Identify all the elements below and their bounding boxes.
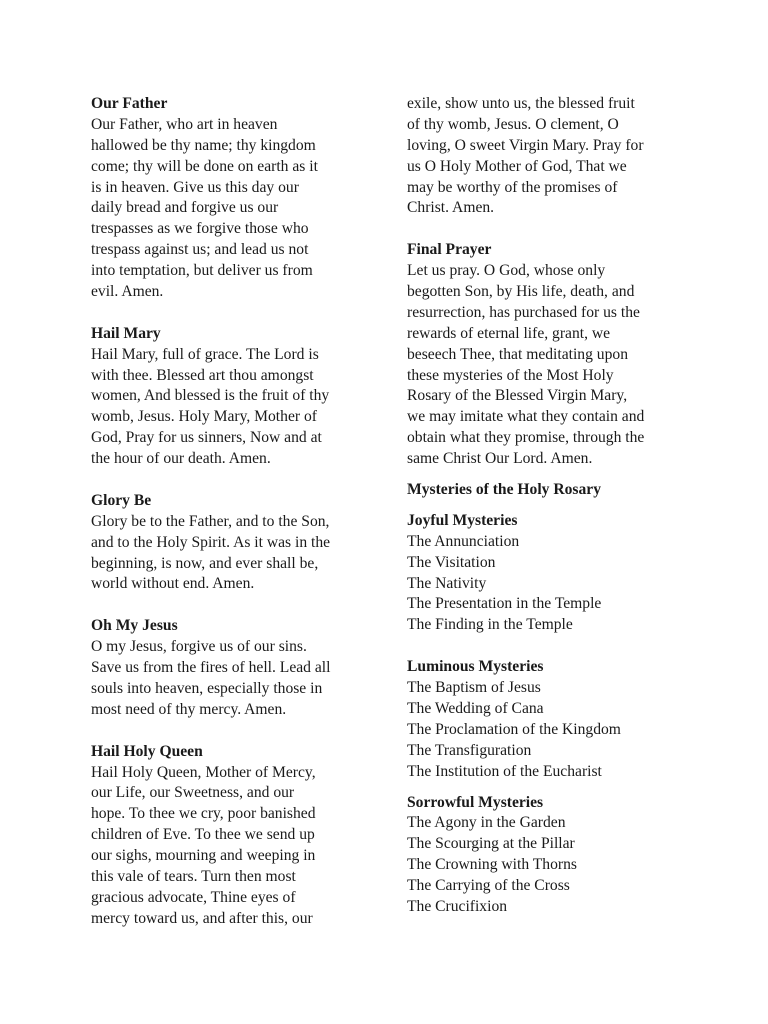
prayer-line: the hour of our death. Amen. bbox=[91, 450, 271, 468]
prayer-line: with thee. Blessed art thou amongst bbox=[91, 366, 314, 384]
prayer-line: most need of thy mercy. Amen. bbox=[91, 700, 287, 718]
mystery-item: The Crowning with Thorns bbox=[407, 856, 577, 874]
prayer-title: Hail Mary bbox=[91, 324, 161, 342]
spacer bbox=[407, 636, 697, 657]
prayer-line: God, Pray for us sinners, Now and at bbox=[91, 429, 322, 447]
prayer-line: of thy womb, Jesus. O clement, O bbox=[407, 115, 619, 133]
prayer-line: Save us from the fires of hell. Lead all bbox=[91, 659, 331, 677]
prayer-title: Our Father bbox=[91, 95, 168, 112]
mystery-item: The Finding in the Temple bbox=[407, 616, 573, 634]
prayer-line: gracious advocate, Thine eyes of bbox=[91, 888, 296, 906]
prayer-line: souls into heaven, especially those in bbox=[91, 679, 323, 697]
prayer-line: O my Jesus, forgive us of our sins. bbox=[91, 638, 307, 656]
prayer-line: our sighs, mourning and weeping in bbox=[91, 847, 316, 865]
spacer bbox=[91, 721, 381, 742]
prayer-line: us O Holy Mother of God, That we bbox=[407, 157, 627, 175]
mystery-item: The Annunciation bbox=[407, 532, 520, 550]
mystery-item: The Baptism of Jesus bbox=[407, 679, 541, 697]
prayer-hail-holy-queen-continued bbox=[407, 94, 697, 219]
prayer-line: we may imitate what they contain and bbox=[407, 408, 645, 426]
prayer-line: may be worthy of the promises of bbox=[407, 178, 618, 196]
mystery-item: The Nativity bbox=[407, 574, 487, 592]
prayer-line: mercy toward us, and after this, our bbox=[91, 909, 313, 927]
mystery-item: The Scourging at the Pillar bbox=[407, 835, 575, 853]
prayer-line: beginning, is now, and ever shall be, bbox=[91, 554, 319, 572]
mysteries-title: Luminous Mysteries bbox=[407, 658, 544, 676]
prayer-line: world without end. Amen. bbox=[91, 575, 255, 593]
mystery-item: The Institution of the Eucharist bbox=[407, 762, 602, 780]
spacer bbox=[91, 303, 381, 324]
mystery-item: The Presentation in the Temple bbox=[407, 595, 602, 613]
mystery-item: The Agony in the Garden bbox=[407, 814, 566, 832]
prayer-hail-holy-queen bbox=[91, 742, 381, 930]
prayer-line: Hail Holy Queen, Mother of Mercy, bbox=[91, 763, 316, 781]
mystery-item: The Visitation bbox=[407, 553, 496, 571]
prayer-line: resurrection, has purchased for us the bbox=[407, 303, 640, 321]
prayer-line: begotten Son, by His life, death, and bbox=[407, 283, 635, 301]
right-column bbox=[407, 94, 697, 918]
mysteries-sorrowful bbox=[407, 793, 697, 918]
prayer-oh-my-jesus bbox=[91, 616, 381, 720]
spacer bbox=[407, 783, 697, 793]
prayer-line: same Christ Our Lord. Amen. bbox=[407, 450, 593, 468]
prayer-line: hallowed be thy name; thy kingdom bbox=[91, 136, 316, 154]
prayer-line: into temptation, but deliver us from bbox=[91, 262, 313, 280]
prayer-line: beseech Thee, that meditating upon bbox=[407, 345, 628, 363]
mystery-item: The Transfiguration bbox=[407, 741, 532, 759]
mysteries-joyful bbox=[407, 511, 697, 636]
prayer-line: Rosary of the Blessed Virgin Mary, bbox=[407, 387, 628, 405]
mysteries-title: Joyful Mysteries bbox=[407, 511, 518, 529]
mysteries-title: Sorrowful Mysteries bbox=[407, 793, 544, 811]
prayer-line: trespass against us; and lead us not bbox=[91, 241, 309, 259]
prayer-title: Final Prayer bbox=[407, 241, 492, 259]
prayer-title: Hail Holy Queen bbox=[91, 742, 203, 760]
mystery-item: The Crucifixion bbox=[407, 897, 508, 915]
prayer-title: Glory Be bbox=[91, 491, 152, 509]
prayer-line: trespasses as we forgive those who bbox=[91, 220, 309, 238]
prayer-line: Hail Mary, full of grace. The Lord is bbox=[91, 345, 319, 363]
prayer-line: exile, show unto us, the blessed fruit bbox=[407, 95, 635, 112]
mystery-item: The Carrying of the Cross bbox=[407, 877, 570, 895]
prayer-our-father bbox=[91, 94, 381, 303]
mystery-item: The Proclamation of the Kingdom bbox=[407, 720, 621, 738]
spacer bbox=[91, 595, 381, 616]
prayer-title: Oh My Jesus bbox=[91, 617, 178, 635]
prayer-line: women, And blessed is the fruit of thy bbox=[91, 387, 330, 405]
mysteries-section-title: Mysteries of the Holy Rosary bbox=[407, 481, 602, 499]
prayer-line: Let us pray. O God, whose only bbox=[407, 262, 606, 280]
prayer-line: this vale of tears. Turn then most bbox=[91, 867, 296, 885]
prayer-line: Our Father, who art in heaven bbox=[91, 115, 278, 133]
prayer-line: loving, O sweet Virgin Mary. Pray for bbox=[407, 136, 644, 154]
prayer-line: and to the Holy Spirit. As it was in the bbox=[91, 533, 331, 551]
prayer-line: womb, Jesus. Holy Mary, Mother of bbox=[91, 408, 317, 426]
prayer-line: evil. Amen. bbox=[91, 283, 164, 301]
spacer bbox=[407, 219, 697, 240]
prayer-hail-mary bbox=[91, 324, 381, 470]
prayer-line: obtain what they promise, through the bbox=[407, 429, 645, 447]
prayer-glory-be bbox=[91, 491, 381, 595]
prayer-line: our Life, our Sweetness, and our bbox=[91, 784, 295, 802]
left-column bbox=[91, 94, 381, 930]
prayer-line: rewards of eternal life, grant, we bbox=[407, 324, 611, 342]
spacer bbox=[91, 470, 381, 491]
prayer-line: is in heaven. Give us this day our bbox=[91, 178, 299, 196]
prayer-line: these mysteries of the Most Holy bbox=[407, 366, 614, 384]
spacer bbox=[407, 470, 697, 480]
prayer-line: children of Eve. To thee we send up bbox=[91, 826, 315, 844]
prayer-line: daily bread and forgive us our bbox=[91, 199, 279, 217]
prayer-line: Christ. Amen. bbox=[407, 199, 495, 217]
prayer-final-prayer bbox=[407, 240, 697, 470]
prayer-line: Glory be to the Father, and to the Son, bbox=[91, 512, 330, 530]
mystery-item: The Wedding of Cana bbox=[407, 699, 544, 717]
mysteries-luminous bbox=[407, 657, 697, 782]
spacer bbox=[407, 501, 697, 511]
prayer-line: hope. To thee we cry, poor banished bbox=[91, 805, 316, 823]
prayer-line: come; thy will be done on earth as it bbox=[91, 157, 318, 175]
